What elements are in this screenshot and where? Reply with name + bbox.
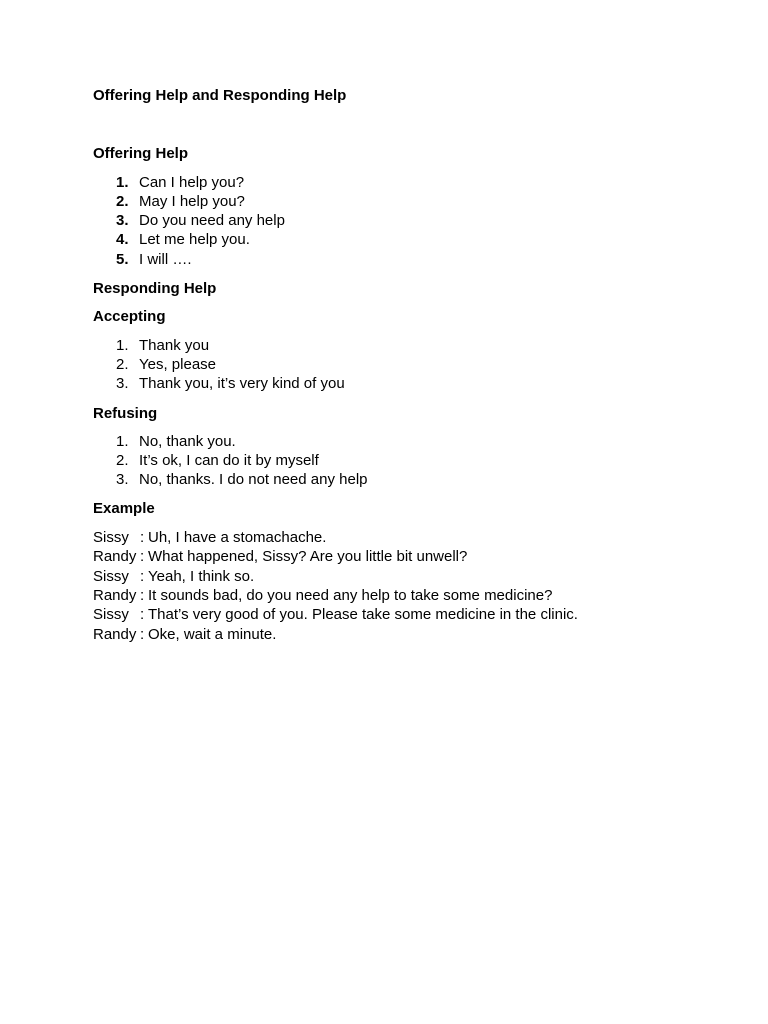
heading-accepting: Accepting [93,308,166,326]
document-title: Offering Help and Responding Help [93,87,347,104]
speaker-separator: : [140,625,145,643]
dialogue-text: What happened, Sissy? Are you little bit unwell? [148,548,468,566]
example-dialogue [93,528,713,644]
heading-responding-help: Responding Help [93,280,217,298]
speaker-separator: : [140,606,145,624]
list-item [93,451,713,470]
speaker-separator: : [140,548,145,566]
heading-refusing: Refusing [93,404,158,422]
list-text: No, thanks. I do not need any help [139,471,368,489]
list-text: I will …. [139,250,192,268]
speaker-name: Sissy [93,567,129,585]
list-text: No, thank you. [139,432,236,450]
list-text: Thank you [139,336,210,354]
list-text: May I help you? [139,192,245,210]
list-item [93,336,713,355]
list-text: Can I help you? [139,173,245,191]
dialogue-text: Oke, wait a minute. [148,625,277,643]
speaker-separator: : [140,529,145,547]
list-text: Let me help you. [139,231,250,249]
speaker-name: Sissy [93,606,129,624]
dialogue-line [93,547,713,566]
dialogue-text: It sounds bad, do you need any help to take some medicine? [148,586,553,604]
speaker-separator: : [140,567,145,585]
list-number: 1. [116,173,129,191]
dialogue-text: Uh, I have a stomachache. [148,529,327,547]
list-item [93,173,713,192]
list-item [93,211,713,230]
list-item [93,192,713,211]
speaker-separator: : [140,586,145,604]
list-number: 1. [116,432,129,450]
dialogue-line [93,586,713,605]
list-text: It’s ok, I can do it by myself [139,452,319,470]
list-item [93,374,713,393]
refusing-list [93,432,713,490]
list-number: 2. [116,452,129,470]
list-number: 4. [116,231,129,249]
dialogue-text: That’s very good of you. Please take some medicine in the clinic. [148,606,578,624]
speaker-name: Randy [93,625,137,643]
list-number: 2. [116,355,129,373]
list-number: 3. [116,375,129,393]
list-item [93,250,713,269]
dialogue-line [93,605,713,624]
heading-offering-help: Offering Help [93,145,189,163]
list-text: Do you need any help [139,212,285,230]
list-text: Thank you, it’s very kind of you [139,375,345,393]
list-item [93,355,713,374]
list-number: 5. [116,250,129,268]
heading-example: Example [93,499,155,517]
list-item [93,230,713,249]
speaker-name: Sissy [93,529,129,547]
list-item [93,432,713,451]
dialogue-line [93,625,713,644]
accepting-list [93,336,713,394]
speaker-name: Randy [93,548,137,566]
list-number: 1. [116,336,129,354]
document-page [93,86,713,644]
dialogue-line [93,528,713,547]
offering-help-list [93,173,713,269]
list-number: 3. [116,212,129,230]
speaker-name: Randy [93,586,137,604]
dialogue-text: Yeah, I think so. [148,567,255,585]
list-item [93,470,713,489]
dialogue-line [93,567,713,586]
list-number: 3. [116,471,129,489]
list-text: Yes, please [139,355,217,373]
list-number: 2. [116,192,129,210]
